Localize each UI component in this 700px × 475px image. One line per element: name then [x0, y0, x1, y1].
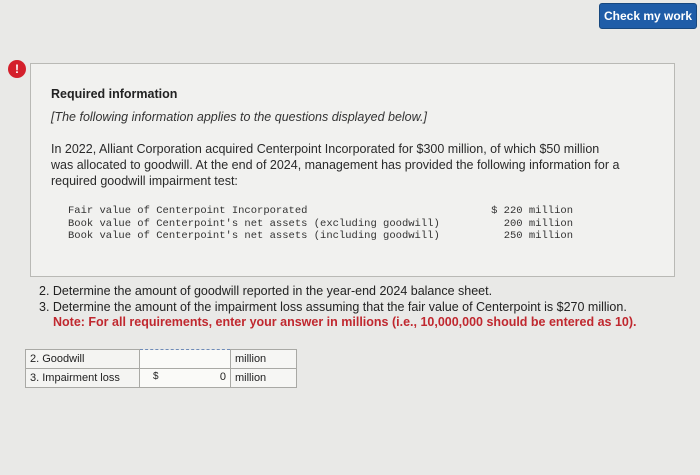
impairment-loss-input[interactable]: [140, 369, 231, 388]
goodwill-input[interactable]: [140, 350, 231, 369]
given-data-table: [68, 205, 573, 243]
data-row-label: Book value of Centerpoint's net assets (excluding goodwill): [68, 217, 440, 230]
question-3: 3. Determine the amount of the impairment loss assuming that the fair value of Centerpoint is $270 million.: [39, 299, 627, 314]
required-info-subtitle: [The following information applies to the questions displayed below.]: [51, 110, 427, 124]
data-row: [68, 218, 573, 231]
data-row: [68, 230, 573, 243]
dollar-sign: $: [153, 371, 159, 382]
check-my-work-button[interactable]: Check my work: [599, 3, 697, 29]
answer-table: [25, 349, 297, 388]
impairment-loss-label: 3. Impairment loss: [26, 369, 140, 388]
instructions-note: Note: For all requirements, enter your answer in millions (i.e., 10,000,000 should be entered as 10).: [53, 315, 637, 329]
data-row-value: 200 million: [503, 217, 573, 230]
required-info-title: Required information: [51, 87, 178, 101]
data-row-label: Book value of Centerpoint's net assets (including goodwill): [68, 230, 440, 242]
table-row: [26, 350, 297, 369]
data-row-value: $ 220 million: [491, 205, 573, 217]
table-row: [26, 369, 297, 388]
impairment-loss-unit: million: [231, 369, 297, 388]
question-2: 2. Determine the amount of goodwill reported in the year-end 2024 balance sheet.: [39, 284, 493, 298]
data-row-label: Fair value of Centerpoint Incorporated: [68, 205, 308, 217]
problem-intro: In 2022, Alliant Corporation acquired Centerpoint Incorporated for $300 million, of which $50 million was allocated to goodwill. At the end of 2024, management has provided the following information for a required goodwill impairment test:: [51, 142, 620, 188]
alert-icon: !: [8, 60, 26, 78]
questions-block: [39, 284, 679, 331]
data-row-value: 250 million: [503, 230, 573, 242]
data-row: [68, 205, 573, 218]
impairment-loss-value: 0: [219, 371, 226, 383]
goodwill-unit: million: [231, 350, 297, 369]
goodwill-label: 2. Goodwill: [26, 350, 140, 369]
